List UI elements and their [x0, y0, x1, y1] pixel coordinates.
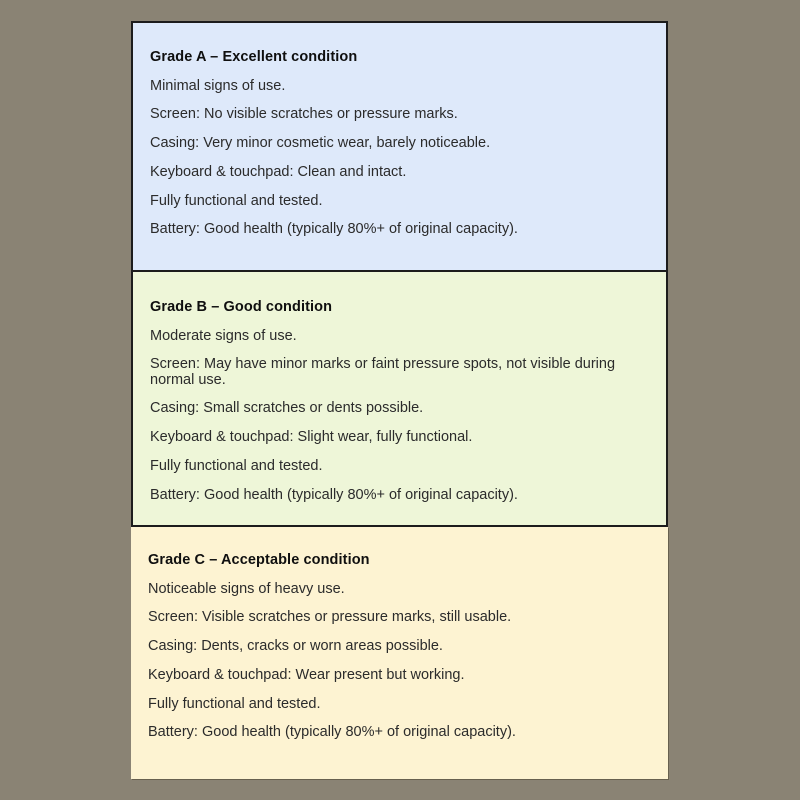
grade-c-line: Noticeable signs of heavy use.: [148, 580, 345, 597]
grade-c-line: Screen: Visible scratches or pressure marks, still usable.: [148, 609, 512, 626]
grade-b-line: Moderate signs of use.: [150, 327, 297, 344]
grade-a-line: Fully functional and tested.: [150, 192, 323, 209]
grade-c-line: Fully functional and tested.: [148, 695, 321, 712]
grade-a-title: Grade A – Excellent condition: [150, 49, 358, 65]
grade-b-line: Fully functional and tested.: [150, 457, 323, 474]
grade-b-line: Battery: Good health (typically 80%+ of original capacity).: [150, 486, 518, 503]
grade-c-panel: [131, 527, 668, 779]
grade-c-line: Battery: Good health (typically 80%+ of original capacity).: [148, 724, 516, 741]
grade-c-line: Keyboard & touchpad: Wear present but working.: [148, 666, 465, 683]
grade-c-title: Grade C – Acceptable condition: [148, 552, 370, 568]
grade-b-line: Keyboard & touchpad: Slight wear, fully functional.: [150, 429, 473, 446]
grade-b-panel: [131, 270, 668, 527]
grade-a-line: Keyboard & touchpad: Clean and intact.: [150, 163, 407, 180]
grade-b-title: Grade B – Good condition: [150, 299, 333, 315]
grade-a-line: Casing: Very minor cosmetic wear, barely noticeable.: [150, 135, 491, 152]
grade-b-line: Screen: May have minor marks or faint pressure spots, not visible during normal use.: [150, 356, 616, 388]
grade-a-line: Battery: Good health (typically 80%+ of original capacity).: [150, 221, 518, 238]
grade-b-line: Casing: Small scratches or dents possible.: [150, 400, 424, 417]
grade-c-line: Casing: Dents, cracks or worn areas possible.: [148, 638, 443, 655]
grade-panels-stack: [131, 21, 668, 779]
grade-a-panel: [131, 21, 668, 272]
grade-a-line: Minimal signs of use.: [150, 77, 286, 94]
grade-a-line: Screen: No visible scratches or pressure marks.: [150, 106, 458, 123]
